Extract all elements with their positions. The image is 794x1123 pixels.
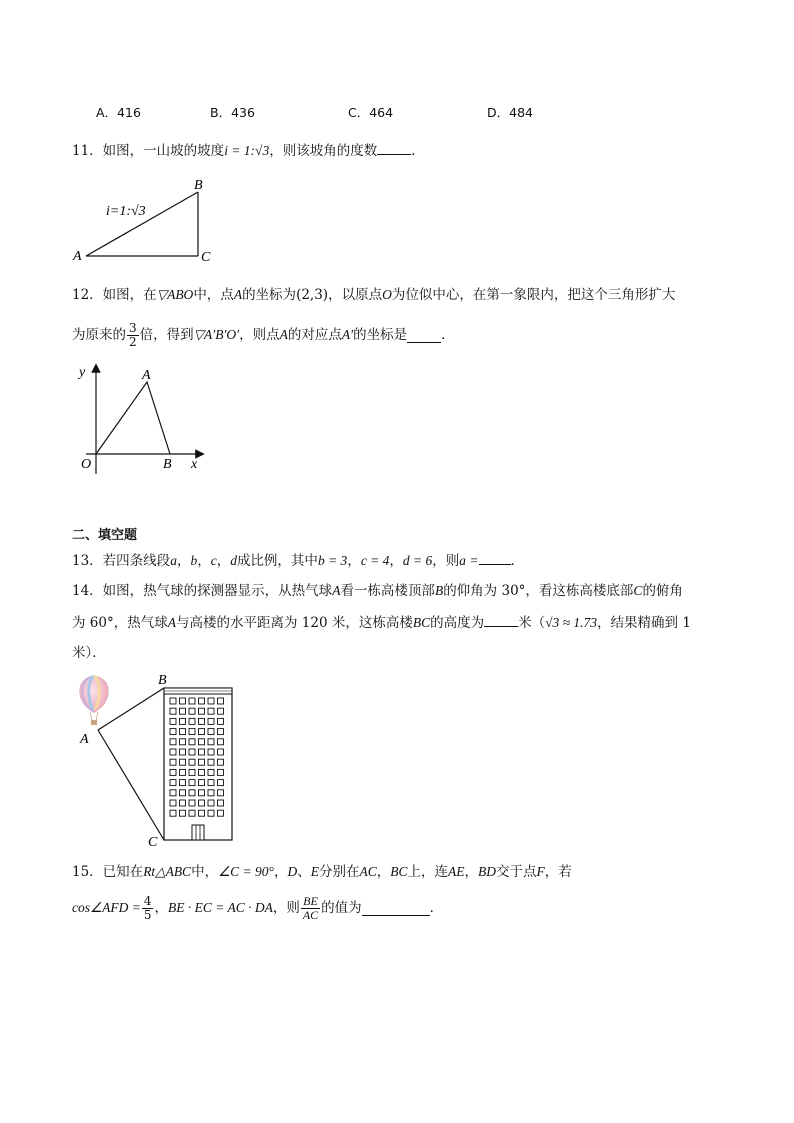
- building-window: [218, 718, 224, 724]
- slope-triangle-figure: [70, 172, 220, 264]
- origin-label: O: [81, 457, 92, 472]
- building-window: [208, 708, 214, 714]
- building-window: [199, 729, 205, 735]
- building-window: [208, 698, 214, 704]
- building-window: [189, 729, 195, 735]
- building-window: [170, 769, 176, 775]
- building-window: [170, 780, 176, 786]
- building-window: [180, 698, 186, 704]
- question-15-line2: cos∠AFD = $\frac{4}{5}$ ， BE · EC = AC · DA ，则 $\frac{BE}{AC}$ 的值为 ．: [72, 893, 444, 922]
- building-window: [189, 790, 195, 796]
- building-window: [218, 739, 224, 745]
- building-window: [170, 718, 176, 724]
- building-window: [189, 708, 195, 714]
- question-11: 11．如图，一山坡的坡度i = 1:√3，则该坡角的度数 ．: [72, 140, 425, 161]
- section-title: 二、填空题: [72, 528, 138, 543]
- answer-blank-13[interactable]: [479, 550, 511, 565]
- answer-blank-12[interactable]: [407, 328, 441, 343]
- building-window: [218, 708, 224, 714]
- building-window: [180, 810, 186, 816]
- building-window: [199, 759, 205, 765]
- option-c: C．464: [348, 105, 394, 120]
- building-window: [208, 718, 214, 724]
- triangle-abo: [96, 382, 170, 454]
- building-window: [199, 698, 205, 704]
- point-a-label: A: [73, 249, 82, 264]
- building-window: [199, 780, 205, 786]
- building-window: [218, 759, 224, 765]
- answer-blank-15[interactable]: [362, 901, 430, 916]
- point-c-label: C: [148, 835, 158, 848]
- building-window: [170, 790, 176, 796]
- building-window: [218, 800, 224, 806]
- question-14-line2: 为 60°，热气球A与高楼的水平距离为 120 米，这栋高楼BC的高度为 米（√3 ≈ 1.73，结果精确到 1: [72, 612, 691, 633]
- building-window: [208, 749, 214, 755]
- building-window: [218, 729, 224, 735]
- answer-blank-14[interactable]: [484, 612, 518, 627]
- y-axis-label: y: [79, 365, 86, 380]
- question-14-line1: 14．如图，热气球的探测器显示，从热气球A看一栋高楼顶部B的仰角为 30°，看这栋高楼底部C的俯角: [72, 583, 683, 599]
- answer-blank-11[interactable]: [377, 140, 411, 155]
- point-a-label: A: [142, 368, 151, 383]
- building-window: [199, 769, 205, 775]
- point-b-label: B: [194, 178, 203, 193]
- building-window: [199, 800, 205, 806]
- fraction-be-ac: $\frac{BE}{AC}$: [302, 893, 319, 922]
- building-window: [218, 810, 224, 816]
- x-axis-label: x: [191, 457, 198, 472]
- point-c-label: C: [201, 250, 211, 264]
- building-window: [180, 749, 186, 755]
- building-window: [170, 800, 176, 806]
- building-window: [218, 769, 224, 775]
- building-window: [218, 790, 224, 796]
- building-window: [189, 800, 195, 806]
- building-window: [189, 698, 195, 704]
- building-icon: [164, 688, 232, 840]
- coordinate-triangle-figure: [72, 362, 212, 480]
- building-window: [208, 769, 214, 775]
- building-window: [170, 810, 176, 816]
- point-a-label: A: [80, 732, 89, 747]
- question-13: 13．若四条线段a，b，c，d成比例，其中b = 3，c = 4，d = 6，则a = ．: [72, 550, 524, 571]
- building-window: [208, 810, 214, 816]
- question-12-line1: 12．如图，在▽ABO中，点A的坐标为(2,3)，以原点O为位似中心，在第一象限内，把这个三角形扩大: [72, 287, 676, 303]
- building-window: [180, 718, 186, 724]
- building-window: [170, 698, 176, 704]
- building-window: [189, 749, 195, 755]
- building-window: [180, 800, 186, 806]
- balloon-building-figure: [70, 668, 242, 848]
- building-window: [199, 749, 205, 755]
- hot-air-balloon-icon: [80, 676, 109, 725]
- building-window: [208, 800, 214, 806]
- question-12-line2: 为原来的 $\frac{3}{2}$ 倍，得到 ▽A′B′O′ ，则点 A 的对应点 A′ 的坐标是 ．: [72, 320, 455, 349]
- building-window: [199, 810, 205, 816]
- building-window: [189, 718, 195, 724]
- building-window: [199, 708, 205, 714]
- building-window: [199, 790, 205, 796]
- building-window: [189, 739, 195, 745]
- building-window: [208, 739, 214, 745]
- building-window: [170, 759, 176, 765]
- building-window: [180, 790, 186, 796]
- point-b-label: B: [163, 457, 172, 472]
- fraction-3-2: $\frac{3}{2}$: [129, 320, 137, 349]
- building-window: [180, 739, 186, 745]
- building-window: [208, 759, 214, 765]
- building-window: [170, 708, 176, 714]
- building-window: [199, 739, 205, 745]
- point-b-label: B: [158, 673, 167, 688]
- building-window: [170, 749, 176, 755]
- question-15-line1: 15．已知在Rt△ABC中，∠C = 90°，D、E分别在AC，BC上，连AE，BD交于点F，若: [72, 864, 572, 880]
- building-window: [170, 739, 176, 745]
- building-window: [189, 810, 195, 816]
- building-window: [218, 780, 224, 786]
- line-ac: [98, 730, 164, 840]
- question-14-line3: 米）．: [72, 645, 106, 661]
- building-window: [180, 729, 186, 735]
- slope-label: i=1:√3: [106, 204, 146, 219]
- option-b: B．436: [210, 105, 255, 120]
- fraction-4-5: $\frac{4}{5}$: [143, 893, 152, 922]
- building-window: [189, 759, 195, 765]
- building-window: [180, 769, 186, 775]
- building-window: [218, 698, 224, 704]
- building-window: [208, 790, 214, 796]
- building-window: [218, 749, 224, 755]
- hypotenuse-ab: [86, 192, 198, 256]
- building-window: [180, 759, 186, 765]
- building-window: [208, 729, 214, 735]
- building-window: [180, 708, 186, 714]
- building-window: [199, 718, 205, 724]
- building-window: [208, 780, 214, 786]
- building-window: [189, 769, 195, 775]
- building-window: [180, 780, 186, 786]
- building-window: [189, 780, 195, 786]
- option-d: D．484: [487, 105, 533, 120]
- option-a: A．416: [96, 105, 141, 120]
- building-window: [170, 729, 176, 735]
